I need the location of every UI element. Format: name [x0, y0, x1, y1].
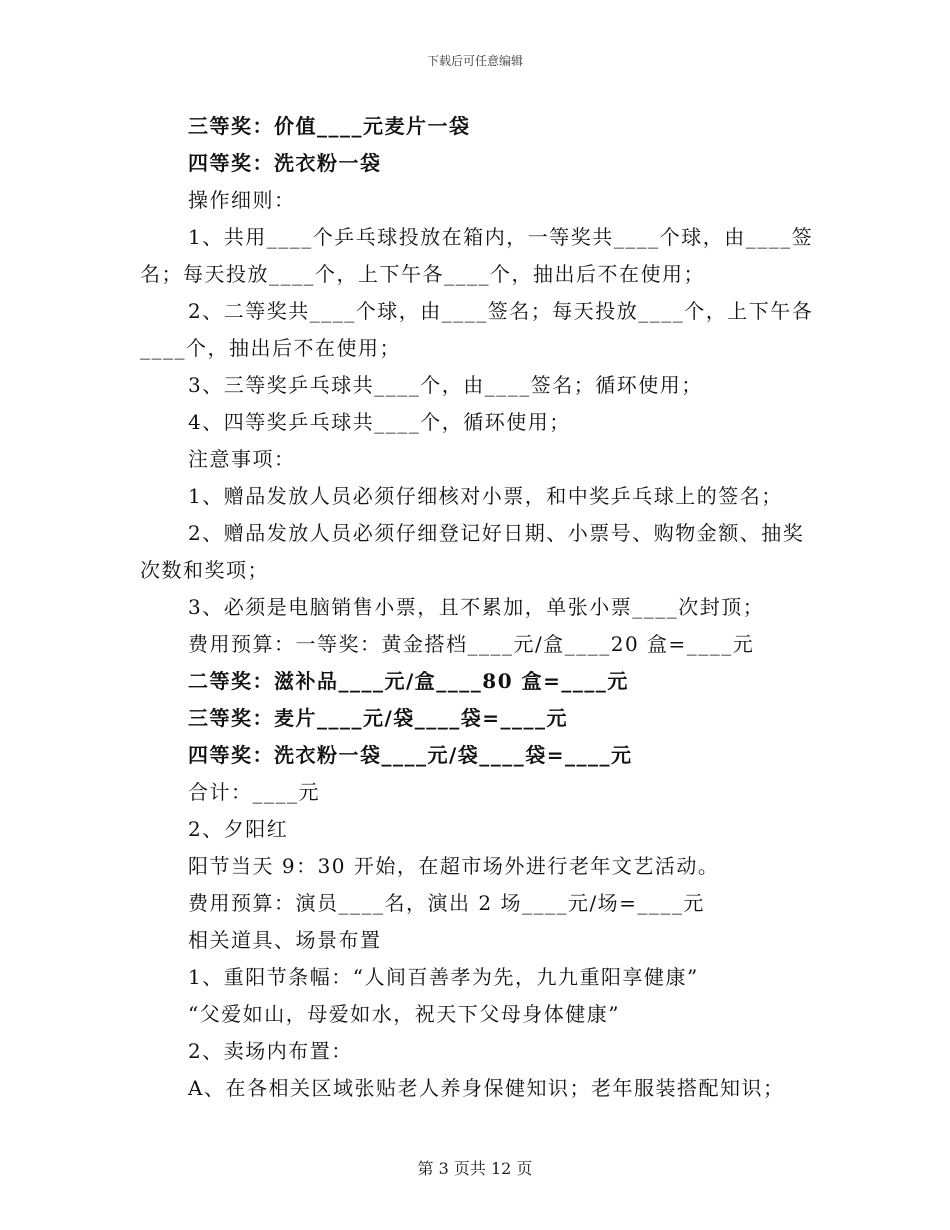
note-2-line-1: 2、赠品发放人员必须仔细登记好日期、小票号、购物金额、抽奖 — [188, 521, 805, 545]
banner-slogan-1: 1、重阳节条幅：“人间百善孝为先，九九重阳享健康” — [188, 965, 699, 989]
budget-first-prize: 费用预算：一等奖：黄金搭档____元/盒____20 盒=____元 — [188, 632, 755, 656]
store-layout-heading: 2、卖场内布置： — [188, 1039, 353, 1063]
rule-1-line-1: 1、共用____个乒乓球投放在箱内，一等奖共____个球，由____签 — [188, 225, 814, 249]
banner-slogan-2: “父爱如山，母爱如水，祝天下父母身体健康” — [188, 1002, 620, 1026]
rule-2-line-1: 2、二等奖共____个球，由____签名；每天投放____个，上下午各 — [188, 299, 814, 323]
budget-third-prize: 三等奖：麦片____元/袋____袋=____元 — [188, 706, 569, 730]
rule-4: 4、四等奖乒乓球共____个，循环使用； — [188, 410, 571, 434]
rule-1-line-2: 名；每天投放____个，上下午各____个，抽出后不在使用； — [140, 262, 705, 286]
section-heading-props: 相关道具、场景布置 — [188, 928, 382, 952]
note-1: 1、赠品发放人员必须仔细核对小票，和中奖乒乓球上的签名； — [188, 484, 783, 508]
note-2-line-2: 次数和奖项； — [140, 558, 269, 582]
budget-performers: 费用预算：演员____名，演出 2 场____元/场=____元 — [188, 891, 705, 915]
section-heading-notes: 注意事项： — [188, 447, 296, 471]
page-header: 下载后可任意编辑 — [426, 54, 523, 68]
store-layout-item-a: A、在各相关区域张贴老人养身保健知识；老年服装搭配知识； — [188, 1076, 785, 1100]
rule-3: 3、三等奖乒乓球共____个，由____签名；循环使用； — [188, 373, 703, 397]
prize-third-line: 三等奖：价值____元麦片一袋 — [188, 114, 471, 138]
budget-fourth-prize: 四等奖：洗衣粉一袋____元/袋____袋=____元 — [188, 743, 633, 767]
budget-second-prize: 二等奖：滋补品____元/盒____80 盒=____元 — [188, 669, 629, 693]
budget-total: 合计：____元 — [188, 780, 320, 804]
page-footer: 第 3 页共 12 页 — [417, 1159, 533, 1178]
event-description: 阳节当天 9：30 开始，在超市场外进行老年文艺活动。 — [188, 854, 720, 878]
section-heading-sunset: 2、夕阳红 — [188, 817, 289, 841]
section-heading-rules: 操作细则： — [188, 188, 296, 212]
prize-fourth-line: 四等奖：洗衣粉一袋 — [188, 151, 382, 175]
note-3: 3、必须是电脑销售小票，且不累加，单张小票____次封顶； — [188, 595, 765, 619]
document-body — [140, 108, 814, 1107]
rule-2-line-2: ____个，抽出后不在使用； — [140, 336, 401, 360]
